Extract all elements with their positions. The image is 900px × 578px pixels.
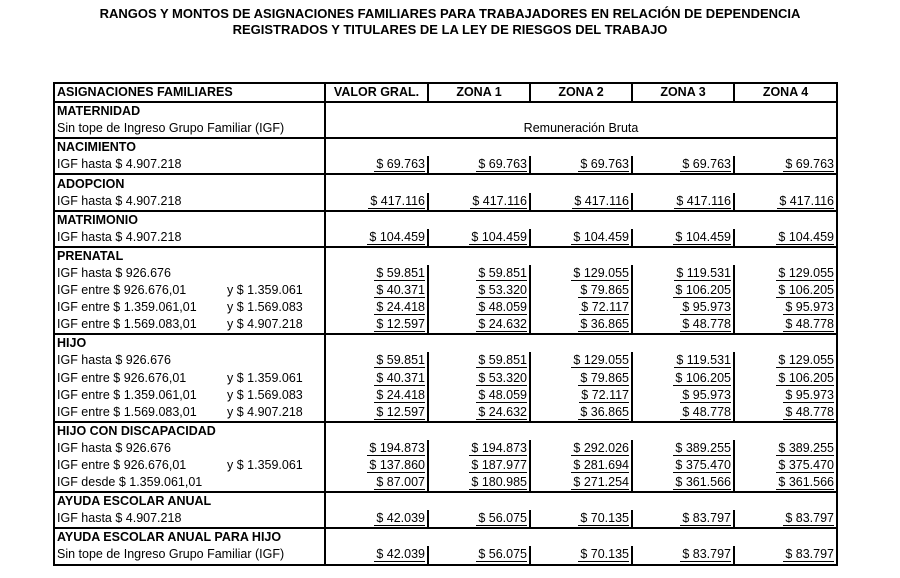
section-filler	[325, 211, 837, 229]
section-header-row	[54, 528, 837, 546]
value-cell	[428, 316, 530, 334]
amount: $ 271.254	[573, 475, 629, 490]
amount: $ 69.763	[580, 157, 629, 172]
value-cell	[734, 457, 837, 474]
value-cell	[428, 265, 530, 282]
table-row	[54, 404, 837, 422]
row-label: IGF entre $ 1.359.061,01	[57, 300, 197, 315]
amount: $ 375.470	[778, 458, 834, 473]
value-cell	[325, 546, 428, 564]
allowance-table	[53, 82, 838, 566]
value-cell	[428, 193, 530, 211]
value-cell	[325, 316, 428, 334]
value-cell	[428, 352, 530, 369]
value-cell	[325, 229, 428, 247]
amount: $ 12.597	[376, 404, 425, 419]
row-label-cell	[54, 370, 325, 387]
amount: $ 56.075	[478, 511, 527, 526]
amount: $ 129.055	[573, 265, 629, 280]
section-title: HIJO	[54, 334, 325, 352]
amount: $ 48.059	[478, 300, 527, 315]
value-cell	[734, 265, 837, 282]
value-cell	[734, 299, 837, 316]
table-row	[54, 387, 837, 404]
header-cell: ASIGNACIONES FAMILIARES	[54, 83, 325, 102]
section-title: NACIMIENTO	[54, 138, 325, 156]
row-label-cell	[54, 282, 325, 299]
value-cell	[734, 316, 837, 334]
amount: $ 48.778	[785, 404, 834, 419]
amount: $ 56.075	[478, 547, 527, 562]
row-label: IGF hasta $ 4.907.218	[57, 229, 182, 244]
value-cell	[632, 387, 734, 404]
amount: $ 48.778	[682, 317, 731, 332]
value-cell	[325, 404, 428, 422]
amount: $ 417.116	[574, 193, 629, 208]
amount: $ 361.566	[675, 475, 731, 490]
section-filler	[325, 492, 837, 510]
amount: $ 70.135	[580, 511, 629, 526]
amount: $ 24.418	[376, 300, 425, 315]
amount: $ 79.865	[580, 370, 629, 385]
row-label: IGF entre $ 926.676,01	[57, 458, 187, 473]
value-cell	[428, 156, 530, 174]
table-row	[54, 120, 837, 138]
amount: $ 104.459	[778, 229, 834, 244]
title-line-2: REGISTRADOS Y TITULARES DE LA LEY DE RIESGOS DEL TRABAJO	[232, 22, 668, 37]
header-cell: ZONA 1	[428, 83, 530, 102]
amount: $ 48.059	[478, 387, 527, 402]
value-cell	[530, 546, 632, 564]
value-cell	[530, 387, 632, 404]
amount: $ 48.778	[785, 317, 834, 332]
row-label-upper: y $ 1.359.061	[227, 458, 303, 473]
amount: $ 70.135	[580, 547, 629, 562]
section-title: PRENATAL	[54, 247, 325, 265]
value-cell	[530, 440, 632, 457]
amount: $ 24.632	[478, 404, 527, 419]
row-label-cell	[54, 352, 325, 369]
amount: $ 375.470	[675, 458, 731, 473]
amount: $ 119.531	[676, 265, 731, 280]
amount: $ 72.117	[581, 387, 629, 402]
row-label-cell	[54, 387, 325, 404]
value-cell	[530, 156, 632, 174]
section-filler	[325, 102, 837, 120]
amount: $ 79.865	[580, 283, 629, 298]
table-row	[54, 299, 837, 316]
amount: $ 36.865	[580, 317, 629, 332]
value-cell	[632, 440, 734, 457]
value-cell	[325, 370, 428, 387]
amount: $ 59.851	[376, 353, 425, 368]
amount: $ 106.205	[675, 370, 731, 385]
section-filler	[325, 247, 837, 265]
merged-value: Remuneración Bruta	[523, 121, 639, 136]
table-row	[54, 510, 837, 528]
section-filler	[325, 174, 837, 192]
table-row	[54, 265, 837, 282]
value-cell	[530, 229, 632, 247]
value-cell	[632, 510, 734, 528]
row-label-cell	[54, 546, 325, 564]
amount: $ 417.116	[676, 193, 731, 208]
amount: $ 24.418	[376, 387, 425, 402]
section-header-row	[54, 174, 837, 192]
value-cell	[325, 156, 428, 174]
row-label-cell	[54, 299, 325, 316]
section-header-row	[54, 492, 837, 510]
value-cell	[530, 265, 632, 282]
section-header-row	[54, 422, 837, 440]
value-cell	[325, 352, 428, 369]
amount: $ 83.797	[682, 511, 731, 526]
value-cell	[530, 510, 632, 528]
amount: $ 53.320	[478, 283, 527, 298]
value-cell	[530, 457, 632, 474]
amount: $ 83.797	[785, 511, 834, 526]
row-label-cell	[54, 457, 325, 474]
section-header-row	[54, 334, 837, 352]
amount: $ 72.117	[581, 300, 629, 315]
amount: $ 83.797	[785, 547, 834, 562]
section-header-row	[54, 211, 837, 229]
header-cell: VALOR GRAL.	[325, 83, 428, 102]
table-row	[54, 156, 837, 174]
row-label: IGF hasta $ 926.676	[57, 265, 171, 280]
amount: $ 42.039	[376, 547, 425, 562]
value-cell	[428, 474, 530, 492]
amount: $ 129.055	[573, 353, 629, 368]
amount: $ 83.797	[682, 547, 731, 562]
amount: $ 104.459	[471, 229, 527, 244]
row-label-cell	[54, 316, 325, 334]
value-cell	[325, 299, 428, 316]
value-cell	[325, 510, 428, 528]
table-row	[54, 370, 837, 387]
row-label-cell	[54, 265, 325, 282]
amount: $ 42.039	[376, 511, 425, 526]
amount: $ 389.255	[675, 440, 731, 455]
value-cell	[428, 282, 530, 299]
value-cell	[632, 316, 734, 334]
amount: $ 194.873	[369, 440, 425, 455]
section-filler	[325, 528, 837, 546]
section-header-row	[54, 247, 837, 265]
value-cell	[734, 404, 837, 422]
value-cell	[325, 282, 428, 299]
amount: $ 361.566	[778, 475, 834, 490]
row-label: IGF entre $ 1.359.061,01	[57, 387, 197, 402]
amount: $ 59.851	[478, 353, 527, 368]
value-cell	[734, 229, 837, 247]
amount: $ 281.694	[573, 458, 629, 473]
value-cell	[734, 440, 837, 457]
amount: $ 95.973	[785, 387, 834, 402]
value-cell	[428, 510, 530, 528]
amount: $ 69.763	[376, 157, 425, 172]
amount: $ 104.459	[573, 229, 629, 244]
value-cell	[734, 387, 837, 404]
row-label: IGF entre $ 926.676,01	[57, 370, 187, 385]
amount: $ 69.763	[682, 157, 731, 172]
amount: $ 59.851	[376, 265, 425, 280]
value-cell	[632, 546, 734, 564]
amount: $ 292.026	[573, 440, 629, 455]
row-label-cell	[54, 474, 325, 492]
table-row	[54, 282, 837, 299]
amount: $ 389.255	[778, 440, 834, 455]
section-filler	[325, 422, 837, 440]
value-cell	[632, 265, 734, 282]
value-cell	[428, 440, 530, 457]
value-cell	[325, 265, 428, 282]
value-cell	[632, 299, 734, 316]
table-row	[54, 474, 837, 492]
row-label: IGF entre $ 1.569.083,01	[57, 404, 197, 419]
value-cell	[428, 299, 530, 316]
value-cell	[428, 370, 530, 387]
document-title	[0, 6, 900, 38]
row-label: IGF entre $ 926.676,01	[57, 283, 187, 298]
row-label-cell	[54, 510, 325, 528]
value-cell	[325, 474, 428, 492]
value-cell	[428, 387, 530, 404]
amount: $ 106.205	[778, 370, 834, 385]
amount: $ 59.851	[478, 265, 527, 280]
row-label: Sin tope de Ingreso Grupo Familiar (IGF)	[57, 547, 285, 562]
amount: $ 106.205	[778, 283, 834, 298]
amount: $ 417.116	[472, 193, 527, 208]
amount: $ 87.007	[376, 475, 425, 490]
value-cell	[632, 193, 734, 211]
section-filler	[325, 138, 837, 156]
row-label-cell	[54, 229, 325, 247]
section-title: MATERNIDAD	[54, 102, 325, 120]
value-cell	[530, 370, 632, 387]
row-label: IGF hasta $ 926.676	[57, 440, 171, 455]
header-cell: ZONA 2	[530, 83, 632, 102]
section-header-row	[54, 102, 837, 120]
value-cell	[734, 546, 837, 564]
value-cell	[530, 352, 632, 369]
amount: $ 24.632	[478, 317, 527, 332]
row-label-upper: y $ 4.907.218	[227, 317, 303, 332]
value-cell	[632, 370, 734, 387]
section-filler	[325, 334, 837, 352]
table-row	[54, 352, 837, 369]
table-row	[54, 457, 837, 474]
row-label: IGF hasta $ 4.907.218	[57, 157, 182, 172]
value-cell	[428, 404, 530, 422]
amount: $ 40.371	[376, 370, 425, 385]
value-cell	[325, 193, 428, 211]
section-title: AYUDA ESCOLAR ANUAL PARA HIJO	[54, 528, 325, 546]
value-cell	[734, 193, 837, 211]
header-row	[54, 83, 837, 102]
value-cell	[632, 404, 734, 422]
amount: $ 12.597	[376, 317, 425, 332]
value-cell	[734, 474, 837, 492]
row-label: IGF entre $ 1.569.083,01	[57, 317, 197, 332]
row-label: IGF desde $ 1.359.061,01	[57, 475, 203, 490]
section-title: HIJO CON DISCAPACIDAD	[54, 422, 325, 440]
section-header-row	[54, 138, 837, 156]
table-row	[54, 316, 837, 334]
value-cell	[530, 474, 632, 492]
row-label-cell	[54, 440, 325, 457]
row-label-upper: y $ 1.359.061	[227, 283, 303, 298]
value-cell	[530, 316, 632, 334]
value-cell	[530, 282, 632, 299]
row-label-cell	[54, 193, 325, 211]
row-label-upper: y $ 1.569.083	[227, 300, 303, 315]
amount: $ 48.778	[682, 404, 731, 419]
value-cell	[632, 457, 734, 474]
value-cell	[325, 457, 428, 474]
amount: $ 95.973	[682, 387, 731, 402]
value-cell	[325, 440, 428, 457]
row-label-cell	[54, 404, 325, 422]
row-label: Sin tope de Ingreso Grupo Familiar (IGF)	[57, 121, 285, 136]
table-row	[54, 193, 837, 211]
value-cell	[632, 474, 734, 492]
section-title: ADOPCION	[54, 174, 325, 192]
title-line-1: RANGOS Y MONTOS DE ASIGNACIONES FAMILIARES PARA TRABAJADORES EN RELACIÓN DE DEPENDENCIA	[99, 6, 801, 21]
value-cell	[734, 510, 837, 528]
amount: $ 95.973	[785, 300, 834, 315]
amount: $ 106.205	[675, 283, 731, 298]
row-label-cell	[54, 156, 325, 174]
amount: $ 180.985	[471, 475, 527, 490]
amount: $ 40.371	[376, 283, 425, 298]
amount: $ 36.865	[580, 404, 629, 419]
table-row	[54, 546, 837, 564]
amount: $ 104.459	[675, 229, 731, 244]
value-cell	[428, 457, 530, 474]
section-title: MATRIMONIO	[54, 211, 325, 229]
value-cell	[428, 546, 530, 564]
amount: $ 53.320	[478, 370, 527, 385]
section-title: AYUDA ESCOLAR ANUAL	[54, 492, 325, 510]
value-cell	[530, 193, 632, 211]
amount: $ 417.116	[779, 193, 834, 208]
value-cell	[632, 229, 734, 247]
amount: $ 194.873	[471, 440, 527, 455]
row-label: IGF hasta $ 4.907.218	[57, 511, 182, 526]
amount: $ 95.973	[682, 300, 731, 315]
table-row	[54, 229, 837, 247]
table-row	[54, 440, 837, 457]
value-cell	[632, 156, 734, 174]
row-label-upper: y $ 4.907.218	[227, 404, 303, 419]
amount: $ 104.459	[369, 229, 425, 244]
amount: $ 69.763	[478, 157, 527, 172]
value-cell	[632, 282, 734, 299]
amount: $ 69.763	[785, 157, 834, 172]
row-label: IGF hasta $ 4.907.218	[57, 193, 182, 208]
row-label-upper: y $ 1.569.083	[227, 387, 303, 402]
header-cell: ZONA 4	[734, 83, 837, 102]
value-cell	[734, 352, 837, 369]
row-label-cell	[54, 120, 325, 138]
row-label: IGF hasta $ 926.676	[57, 353, 171, 368]
value-cell	[428, 229, 530, 247]
value-cell	[734, 282, 837, 299]
value-cell	[734, 370, 837, 387]
amount: $ 187.977	[471, 458, 527, 473]
amount: $ 129.055	[778, 265, 834, 280]
value-cell	[325, 387, 428, 404]
header-cell: ZONA 3	[632, 83, 734, 102]
amount: $ 129.055	[778, 353, 834, 368]
value-cell	[734, 156, 837, 174]
amount: $ 417.116	[370, 193, 425, 208]
value-cell	[530, 404, 632, 422]
value-cell	[530, 299, 632, 316]
amount: $ 137.860	[369, 458, 425, 473]
value-cell	[632, 352, 734, 369]
row-label-upper: y $ 1.359.061	[227, 370, 303, 385]
amount: $ 119.531	[676, 353, 731, 368]
